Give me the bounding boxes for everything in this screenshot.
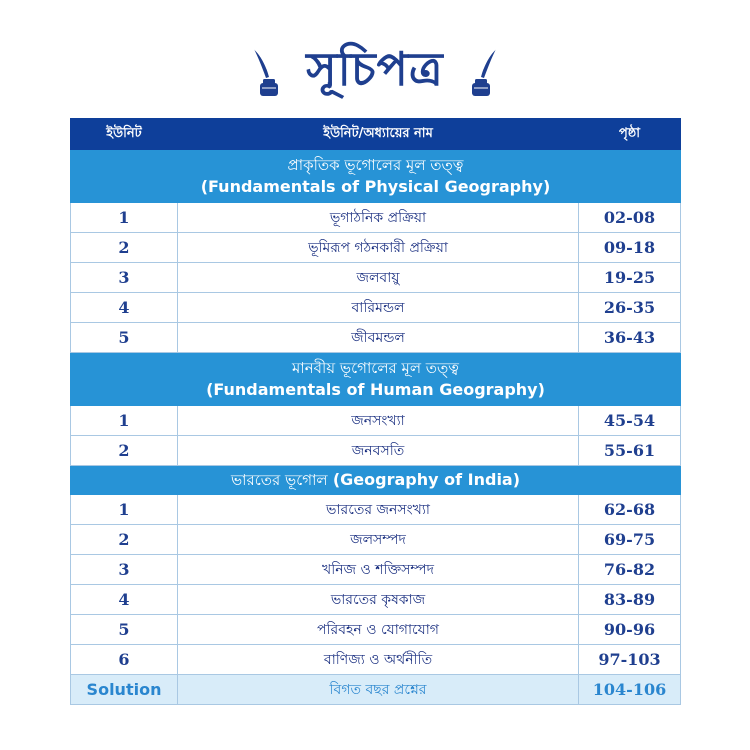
chapter-name: জীবমন্ডল	[178, 323, 579, 353]
page-range: 19-25	[579, 263, 681, 293]
section-title-en: (Fundamentals of Physical Geography)	[200, 177, 551, 196]
table-row	[71, 436, 681, 466]
unit-number: 3	[71, 263, 178, 293]
chapter-name: ভূগাঠনিক প্রক্রিয়া	[178, 203, 579, 233]
unit-number: 5	[71, 615, 178, 645]
section-heading-human	[71, 353, 681, 406]
table-row	[71, 615, 681, 645]
chapter-name: খনিজ ও শক্তিসম্পদ	[178, 555, 579, 585]
page-range: 55-61	[579, 436, 681, 466]
page-range: 90-96	[579, 615, 681, 645]
page-range: 26-35	[579, 293, 681, 323]
table-row	[71, 495, 681, 525]
unit-number: 6	[71, 645, 178, 675]
section-title-bn: মানবীয় ভূগোলের মূল তত্ত্ব	[292, 359, 459, 377]
page-range: 76-82	[579, 555, 681, 585]
section-title-en: (Fundamentals of Human Geography)	[206, 380, 545, 399]
chapter-name: বাণিজ্য ও অর্থনীতি	[178, 645, 579, 675]
section-title-bn: প্রাকৃতিক ভূগোলের মূল তত্ত্ব	[287, 156, 464, 174]
page-range: 02-08	[579, 203, 681, 233]
chapter-name: পরিবহন ও যোগাযোগ	[178, 615, 579, 645]
unit-number: 3	[71, 555, 178, 585]
chapter-name: বারিমন্ডল	[178, 293, 579, 323]
solution-row	[71, 675, 681, 705]
quill-inkpot-icon	[466, 47, 500, 99]
chapter-name: ভূমিরূপ গঠনকারী প্রক্রিয়া	[178, 233, 579, 263]
contents-table	[70, 118, 681, 705]
section-title-bn: ভারতের ভূগোল	[230, 471, 328, 489]
column-header-page: পৃষ্ঠা	[579, 119, 681, 150]
table-row	[71, 645, 681, 675]
chapter-name: বিগত বছর প্রশ্নের	[178, 675, 579, 705]
chapter-name: জলবায়ু	[178, 263, 579, 293]
table-row	[71, 233, 681, 263]
table-row	[71, 203, 681, 233]
section-heading-india	[71, 466, 681, 495]
table-row	[71, 585, 681, 615]
table-row	[71, 263, 681, 293]
unit-number: 5	[71, 323, 178, 353]
page-range: 36-43	[579, 323, 681, 353]
section-title-en: (Geography of India)	[332, 470, 521, 489]
column-header-unit: ইউনিট	[71, 119, 178, 150]
page-range: 83-89	[579, 585, 681, 615]
page-title: সূচিপত্র	[306, 42, 444, 96]
table-row	[71, 555, 681, 585]
unit-number: 1	[71, 406, 178, 436]
chapter-name: ভারতের কৃষকাজ	[178, 585, 579, 615]
quill-inkpot-icon	[250, 47, 284, 99]
solution-label: Solution	[71, 675, 178, 705]
table-row	[71, 525, 681, 555]
unit-number: 2	[71, 525, 178, 555]
unit-number: 1	[71, 495, 178, 525]
unit-number: 4	[71, 293, 178, 323]
page-range: 45-54	[579, 406, 681, 436]
page-range: 104-106	[579, 675, 681, 705]
unit-number: 2	[71, 233, 178, 263]
chapter-name: ভারতের জনসংখ্যা	[178, 495, 579, 525]
table-row	[71, 293, 681, 323]
section-heading-physical	[71, 150, 681, 203]
column-header-chapter: ইউনিট/অধ্যায়ের নাম	[178, 119, 579, 150]
page-range: 09-18	[579, 233, 681, 263]
table-row	[71, 323, 681, 353]
table-row	[71, 406, 681, 436]
page-range: 69-75	[579, 525, 681, 555]
unit-number: 2	[71, 436, 178, 466]
page-range: 62-68	[579, 495, 681, 525]
chapter-name: জলসম্পদ	[178, 525, 579, 555]
unit-number: 4	[71, 585, 178, 615]
chapter-name: জনসংখ্যা	[178, 406, 579, 436]
page-range: 97-103	[579, 645, 681, 675]
chapter-name: জনবসতি	[178, 436, 579, 466]
unit-number: 1	[71, 203, 178, 233]
page-header	[0, 38, 750, 108]
table-header-row	[71, 119, 681, 150]
